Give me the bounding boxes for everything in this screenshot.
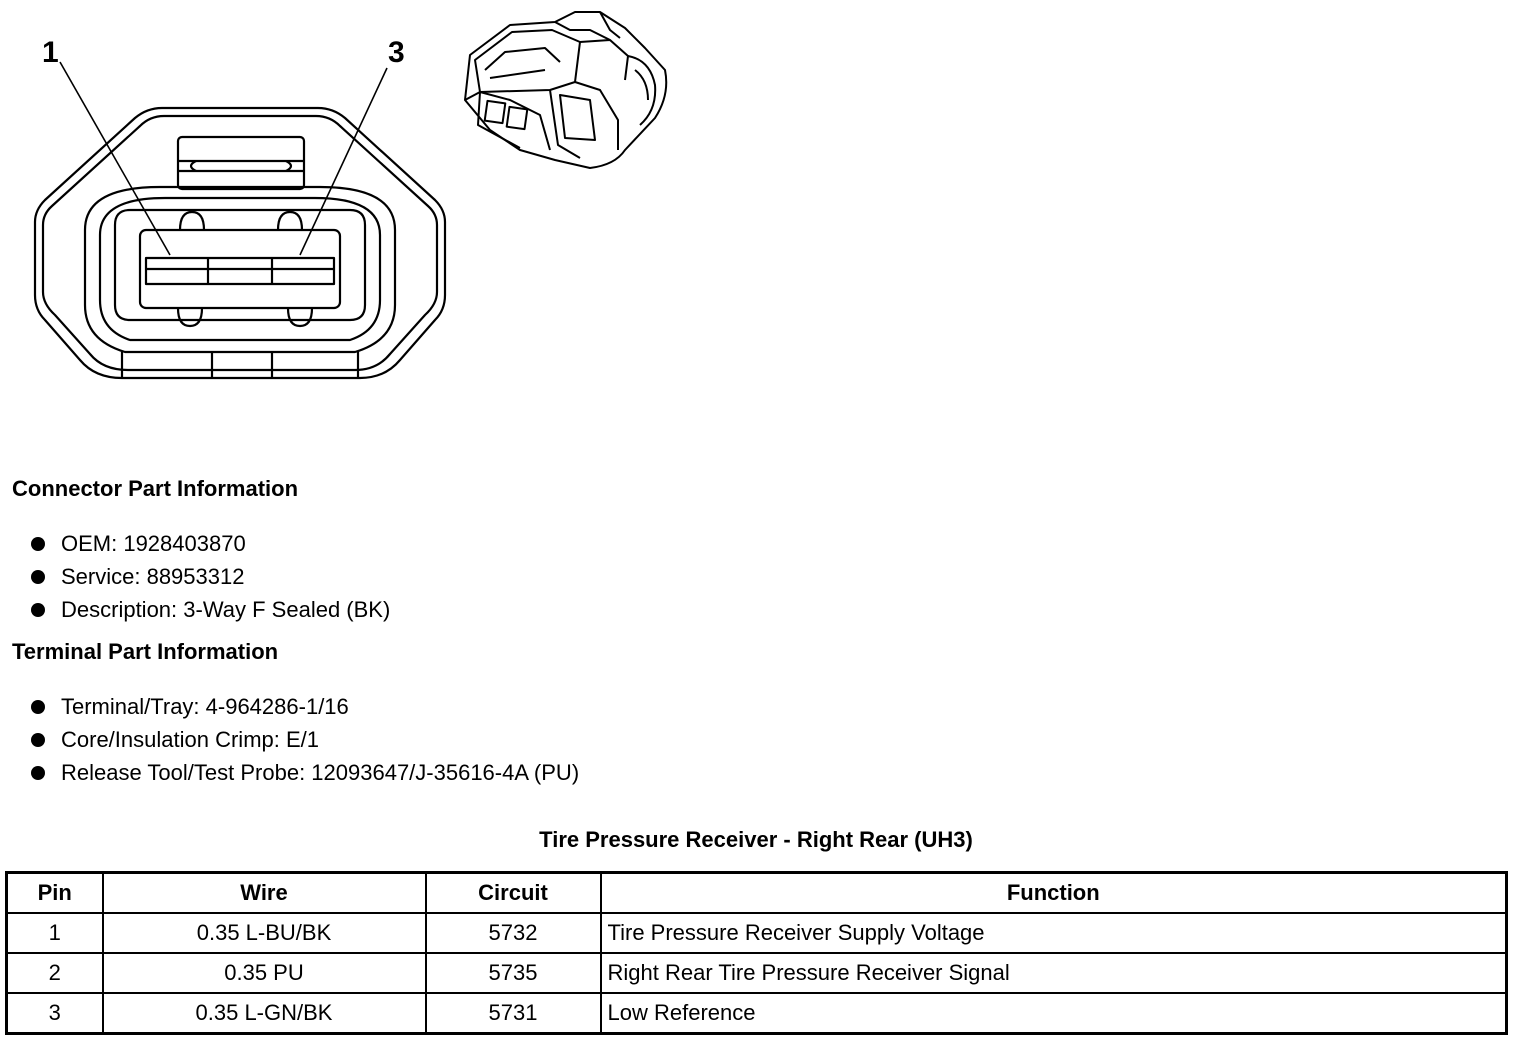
- cell-function: Tire Pressure Receiver Supply Voltage: [601, 913, 1507, 953]
- connector-info-description: Description: 3-Way F Sealed (BK): [30, 593, 390, 626]
- cell-pin: 2: [7, 953, 103, 993]
- table-row: [7, 953, 1507, 993]
- connector-info-list: [30, 527, 390, 626]
- pin-table-title: Tire Pressure Receiver - Right Rear (UH3): [539, 827, 973, 852]
- connector-info-service: Service: 88953312: [30, 560, 390, 593]
- cell-function: Right Rear Tire Pressure Receiver Signal: [601, 953, 1507, 993]
- header-function: Function: [601, 873, 1507, 914]
- pin-3-label: 3: [388, 36, 405, 69]
- terminal-info-list: [30, 690, 579, 789]
- cell-wire: 0.35 L-GN/BK: [103, 993, 426, 1034]
- header-circuit: Circuit: [426, 873, 601, 914]
- terminal-info-tray: Terminal/Tray: 4-964286-1/16: [30, 690, 579, 723]
- connector-info-title: Connector Part Information: [12, 476, 299, 501]
- connector-diagram: [0, 0, 700, 400]
- terminal-info-release-tool: Release Tool/Test Probe: 12093647/J-35616-4A (PU): [30, 756, 579, 789]
- connector-isometric-illustration: [450, 0, 690, 180]
- cell-wire: 0.35 PU: [103, 953, 426, 993]
- cell-wire: 0.35 L-BU/BK: [103, 913, 426, 953]
- header-pin: Pin: [7, 873, 103, 914]
- cell-circuit: 5732: [426, 913, 601, 953]
- table-header-row: [7, 873, 1507, 914]
- cell-function: Low Reference: [601, 993, 1507, 1034]
- terminal-info-crimp: Core/Insulation Crimp: E/1: [30, 723, 579, 756]
- cell-pin: 3: [7, 993, 103, 1034]
- terminal-info-title: Terminal Part Information: [12, 639, 279, 664]
- connector-info-oem: OEM: 1928403870: [30, 527, 390, 560]
- header-wire: Wire: [103, 873, 426, 914]
- table-row: [7, 913, 1507, 953]
- pin-1-label: 1: [42, 36, 59, 69]
- cell-circuit: 5735: [426, 953, 601, 993]
- pin-table: [5, 871, 1508, 1035]
- cell-circuit: 5731: [426, 993, 601, 1034]
- table-row: [7, 993, 1507, 1034]
- cell-pin: 1: [7, 913, 103, 953]
